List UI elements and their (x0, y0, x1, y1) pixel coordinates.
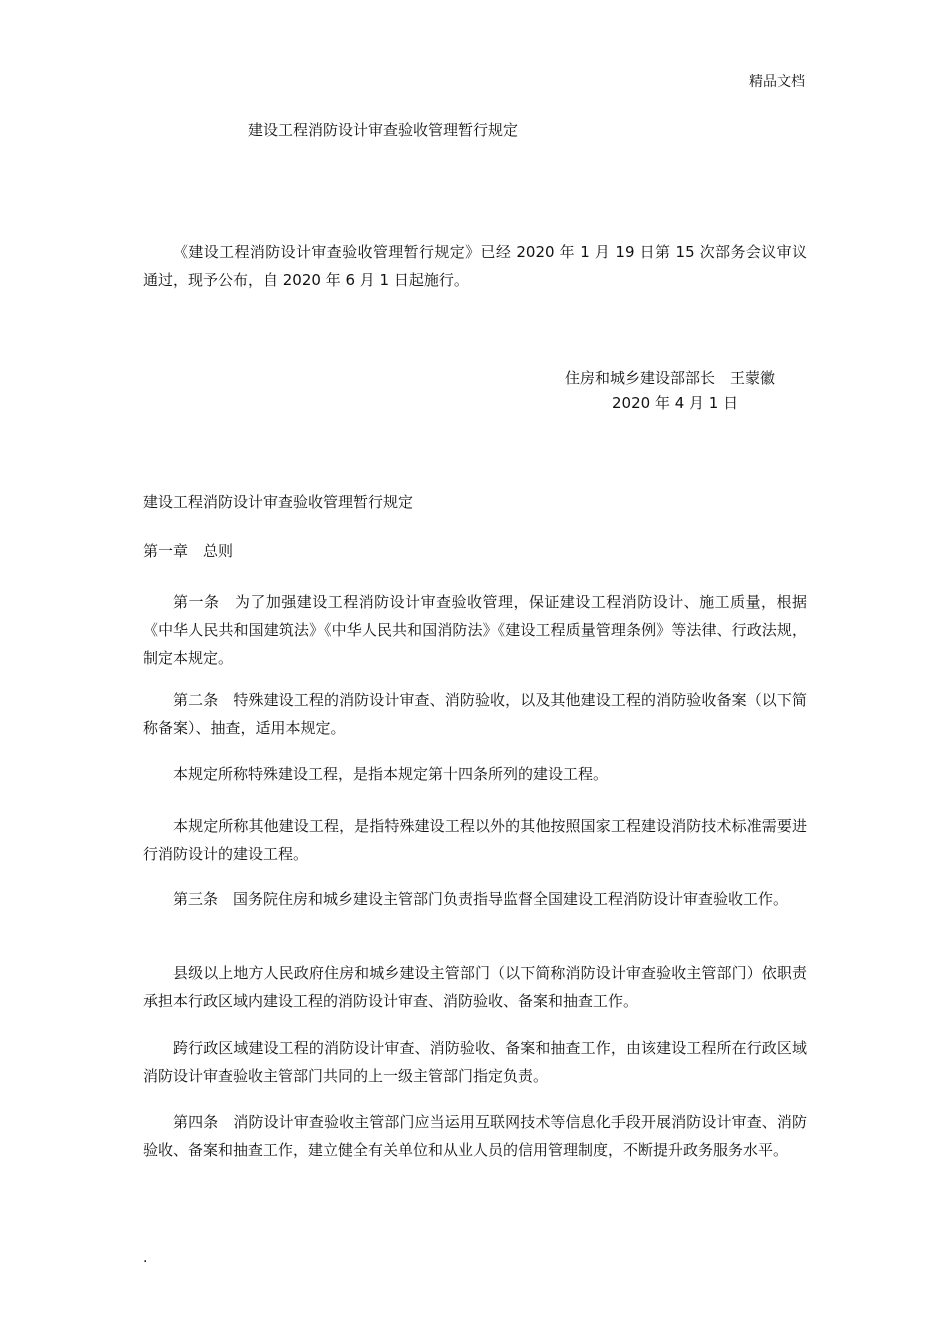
signer: 住房和城乡建设部部长 王蒙徽 (565, 369, 776, 387)
chapter-heading: 第一章 总则 (143, 542, 234, 560)
article-4: 第四条 消防设计审查验收主管部门应当运用互联网技术等信息化手段开展消防设计审查、消防验收、备案和抽查工作，建立健全有关单位和从业人员的信用管理制度，不断提升政务服务水平。 (143, 1113, 807, 1159)
sign-date: 2020 年 4 月 1 日 (612, 394, 739, 412)
article-2-paragraph-3: 本规定所称其他建设工程，是指特殊建设工程以外的其他按照国家工程建设消防技术标准需要进行消防设计的建设工程。 (143, 817, 807, 863)
footer-dot: . (143, 1250, 148, 1266)
article-3-paragraph-3: 跨行政区域建设工程的消防设计审查、消防验收、备案和抽查工作，由该建设工程所在行政区域消防设计审查验收主管部门共同的上一级主管部门指定负责。 (143, 1039, 807, 1085)
article-1: 第一条 为了加强建设工程消防设计审查验收管理，保证建设工程消防设计、施工质量，根据《中华人民共和国建筑法》《中华人民共和国消防法》《建设工程质量管理条例》等法律、行政法规，制定本规定。 (143, 593, 807, 667)
article-3-paragraph-2: 县级以上地方人民政府住房和城乡建设主管部门（以下简称消防设计审查验收主管部门）依职责承担本行政区域内建设工程的消防设计审查、消防验收、备案和抽查工作。 (143, 964, 807, 1010)
document-title: 建设工程消防设计审查验收管理暂行规定 (248, 121, 519, 139)
article-3: 第三条 国务院住房和城乡建设主管部门负责指导监督全国建设工程消防设计审查验收工作。 (173, 890, 789, 908)
promulgation-paragraph: 《建设工程消防设计审查验收管理暂行规定》已经 2020 年 1 月 19 日第 15 次部务会议审议通过，现予公布，自 2020 年 6 月 1 日起施行。 (143, 243, 807, 289)
article-2: 第二条 特殊建设工程的消防设计审查、消防验收，以及其他建设工程的消防验收备案（以下简称备案）、抽查，适用本规定。 (143, 691, 807, 737)
header-mark: 精品文档 (749, 74, 805, 90)
article-2-paragraph-2: 本规定所称特殊建设工程，是指本规定第十四条所列的建设工程。 (173, 765, 609, 783)
body-title: 建设工程消防设计审查验收管理暂行规定 (143, 493, 414, 511)
